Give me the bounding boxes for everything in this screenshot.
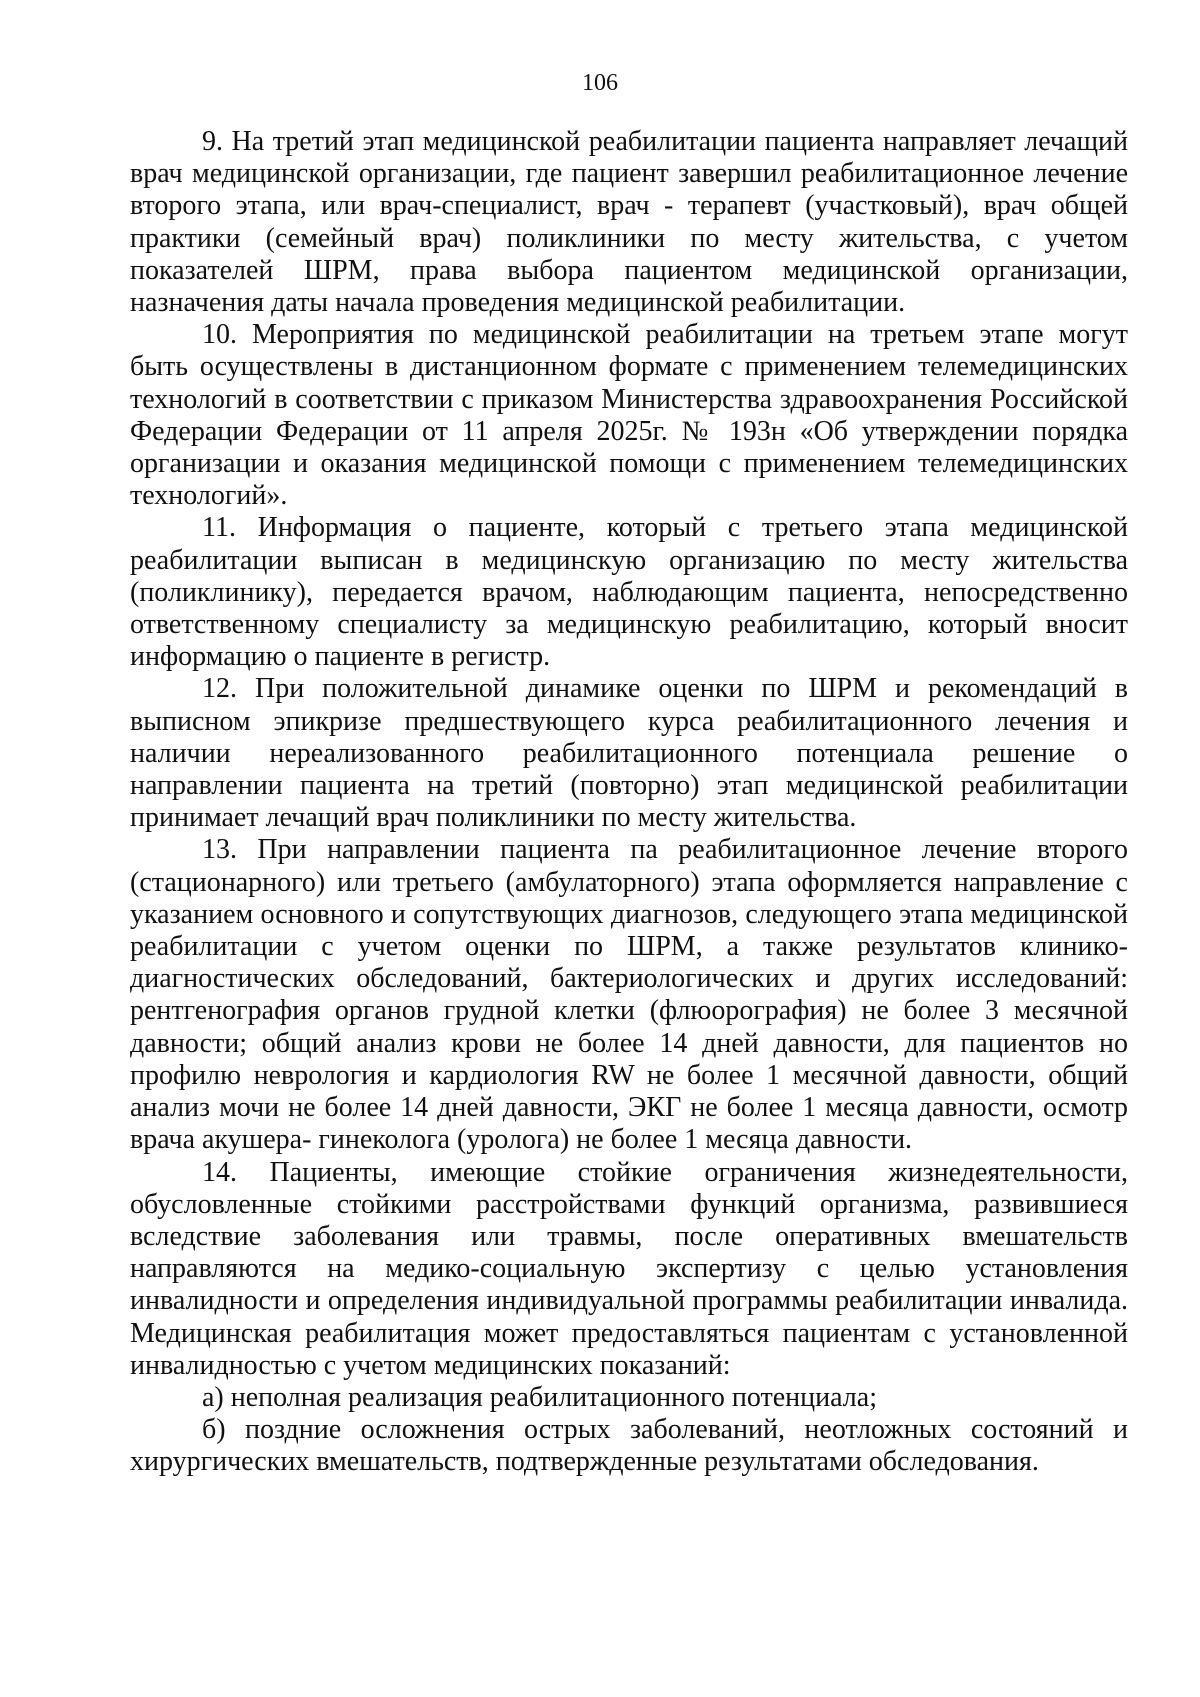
paragraph-13: 13. При направлении пациента па реабилитационное лечение второго (стационарного) или третьего (амбулаторного) этапа оформляется направление с указанием основного и сопутствующих диагнозов, следующего этапа медицинской реабилитации с учетом оценки по ШРМ, а также результатов клинико-диагностических обследований, бактериологических и других исследований: рентгенография органов грудной клетки (флюорография) не более 3 месячной давности; общий анализ крови не более 14 дней давности, для пациентов но профилю неврология и кардиология RW не более 1 месячной давности, общий анализ мочи не более 14 дней давности, ЭКГ не более 1 месяца давности, осмотр врача акушера- гинеколога (уролога) не более 1 месяца давности. [130, 834, 1128, 1156]
document-body [130, 126, 1128, 1479]
paragraph-14: 14. Пациенты, имеющие стойкие ограничения жизнедеятельности, обусловленные стойкими расстройствами функций организма, развившиеся вследствие заболевания или травмы, после оперативных вмешательств направляются на медико-социальную экспертизу с целью установления инвалидности и определения индивидуальной программы реабилитации инвалида. Медицинская реабилитация может предоставляться пациентам с установленной инвалидностью с учетом медицинских показаний: [130, 1156, 1128, 1381]
paragraph-11: 11. Информация о пациенте, который с третьего этапа медицинской реабилитации выписан в медицинскую организацию по месту жительства (поликлинику), передается врачом, наблюдающим пациента, непосредственно ответственному специалисту за медицинскую реабилитацию, который вносит информацию о пациенте в регистр. [130, 512, 1128, 673]
paragraph-9: 9. На третий этап медицинской реабилитации пациента направляет лечащий врач медицинской организации, где пациент завершил реабилитационное лечение второго этапа, или врач-специалист, врач - терапевт (участковый), врач общей практики (семейный врач) поликлиники по месту жительства, с учетом показателей ШРМ, права выбора пациентом медицинской организации, назначения даты начала проведения медицинской реабилитации. [130, 126, 1128, 319]
list-item-a: а) неполная реализация реабилитационного потенциала; [202, 1381, 877, 1413]
paragraph-12: 12. При положительной динамике оценки по ШРМ и рекомендаций в выписном эпикризе предшествующего курса реабилитационного лечения и наличии нереализованного реабилитационного потенциала решение о направлении пациента на третий (повторно) этап медицинской реабилитации принимает лечащий врач поликлиники по месту жительства. [130, 673, 1128, 834]
page-number: 106 [582, 70, 618, 96]
list-item-b: б) поздние осложнения острых заболеваний, неотложных состояний и хирургических вмешательств, подтвержденные результатами обследования. [130, 1414, 1128, 1478]
paragraph-10: 10. Мероприятия по медицинской реабилитации на третьем этапе могут быть осуществлены в дистанционном формате с применением телемедицинских технологий в соответствии с приказом Министерства здравоохранения Российской Федерации Федерации от 11 апреля 2025г. № 193н «Об утверждении порядка организации и оказания медицинской помощи с применением телемедицинских технологий». [130, 319, 1128, 512]
